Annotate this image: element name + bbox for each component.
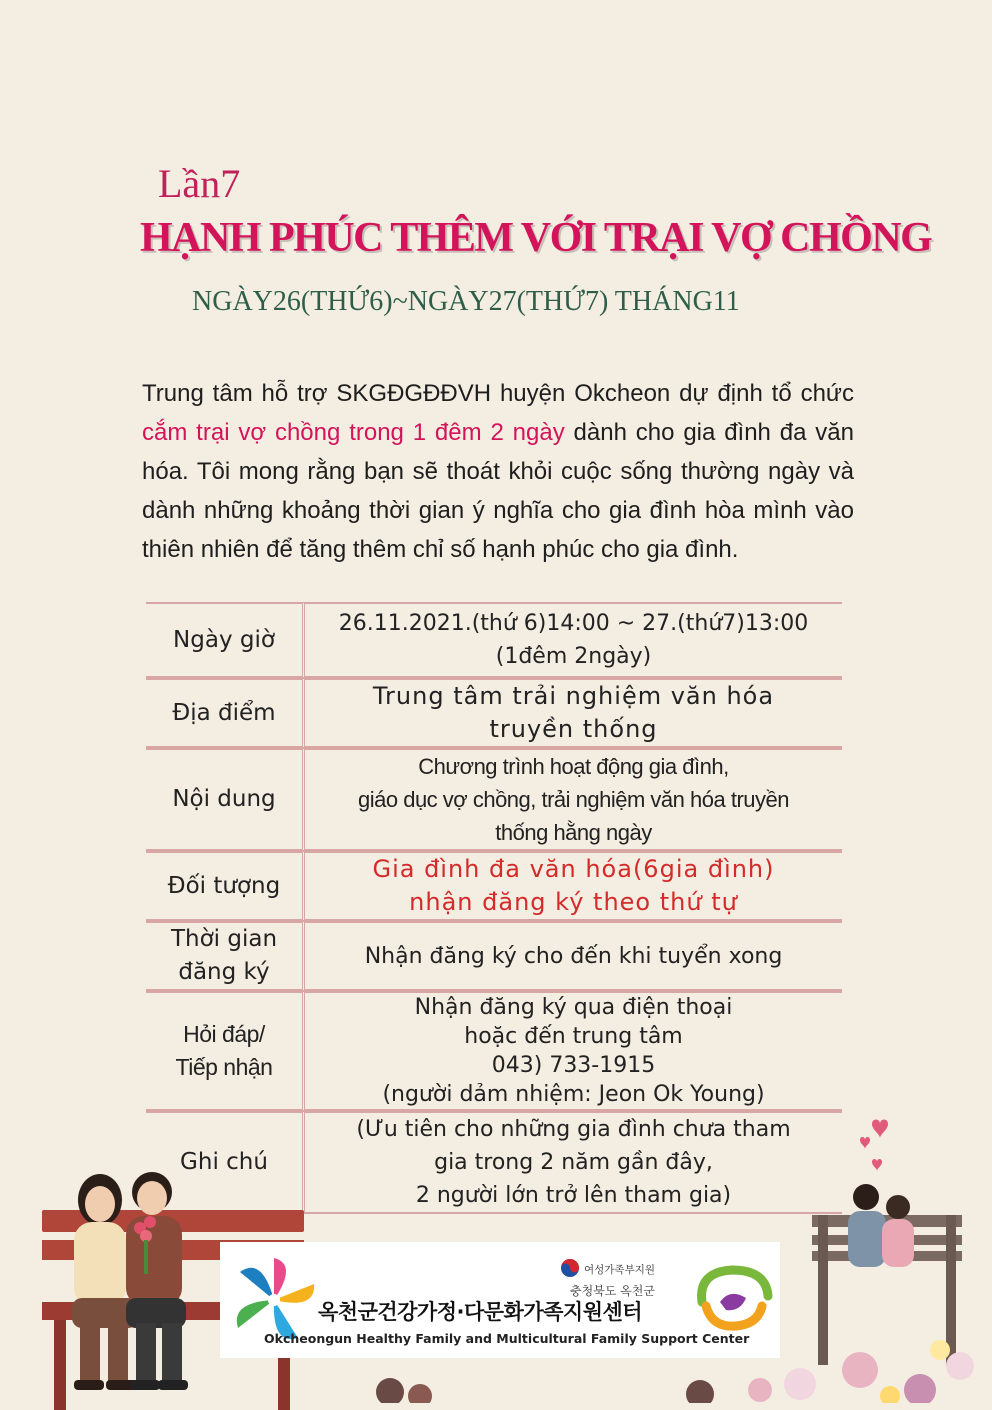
intro-paragraph bbox=[142, 374, 854, 569]
row-label-content: Nội dung bbox=[146, 748, 305, 851]
ministry-label: 여성가족부지원 bbox=[584, 1264, 656, 1276]
intro-highlight: cắm trại vợ chồng trong 1 đêm 2 ngày bbox=[142, 419, 565, 446]
row-label-registration-period: Thời gian đăng ký bbox=[146, 921, 305, 991]
intro-text-end: dành cho gia đình đa văn hóa. Tôi mong rằng bạn sẽ thoát khỏi cuộc sống thường ngày và dành những khoảng thời gian ý nghĩa cho gia đình hòa mình vào thiên nhiên để tăng thêm chỉ số hạnh phúc cho gia đình. bbox=[142, 419, 854, 563]
center-name-korean: 옥천군건강가정·다문화가족지원센터 bbox=[318, 1300, 643, 1324]
row-label-location: Địa điểm bbox=[146, 678, 305, 748]
province-label: 충청북도 옥천군 bbox=[570, 1284, 655, 1298]
okcheon-logo-icon bbox=[692, 1262, 774, 1334]
event-dates: NGÀY26(THỨ6)~NGÀY27(THỨ7) THÁNG11 bbox=[192, 286, 740, 317]
row-value-content: Chương trình hoạt động gia đình, giáo dục vợ chồng, trải nghiệm văn hóa truyền thống hằng ngày bbox=[305, 748, 842, 851]
intro-text-start: Trung tâm hỗ trợ SKGĐGĐĐVH huyện Okcheon dự định tổ chức bbox=[142, 380, 854, 407]
table-row bbox=[146, 991, 842, 1111]
row-value-contact: Nhận đăng ký qua điện thoại hoặc đến trung tâm 043) 733-1915 (người dảm nhiệm: Jeon Ok Young) bbox=[305, 991, 842, 1111]
row-value-target: Gia đình đa văn hóa(6gia đình) nhận đăng ký theo thứ tự bbox=[305, 851, 842, 921]
row-value-note: (Ưu tiên cho những gia đình chưa tham gia trong 2 năm gần đây, 2 người lớn trở lên tham gia) bbox=[305, 1111, 842, 1214]
row-value-registration-period: Nhận đăng ký cho đến khi tuyển xong bbox=[305, 921, 842, 991]
table-row bbox=[146, 921, 842, 991]
poster-title: HẠNH PHÚC THÊM VỚI TRẠI VỢ CHỒNG bbox=[140, 215, 932, 261]
table-row bbox=[146, 678, 842, 748]
row-label-contact: Hỏi đáp/ Tiếp nhận bbox=[146, 991, 305, 1111]
row-value-datetime: 26.11.2021.(thứ 6)14:00 ~ 27.(thứ7)13:00 (1đêm 2ngày) bbox=[305, 602, 842, 678]
edition-label: Lần7 bbox=[158, 161, 241, 206]
row-label-target: Đối tượng bbox=[146, 851, 305, 921]
hearts-decoration bbox=[850, 1110, 900, 1180]
korea-emblem-icon bbox=[560, 1258, 580, 1278]
center-name-english: Okcheongun Healthy Family and Multicultural Family Support Center bbox=[264, 1331, 750, 1346]
table-row bbox=[146, 748, 842, 851]
info-table bbox=[146, 602, 842, 1214]
row-label-note: Ghi chú bbox=[146, 1111, 305, 1214]
table-row bbox=[146, 851, 842, 921]
row-value-location: Trung tâm trải nghiệm văn hóa truyền thống bbox=[305, 678, 842, 748]
table-row bbox=[146, 602, 842, 678]
row-label-datetime: Ngày giờ bbox=[146, 602, 305, 678]
